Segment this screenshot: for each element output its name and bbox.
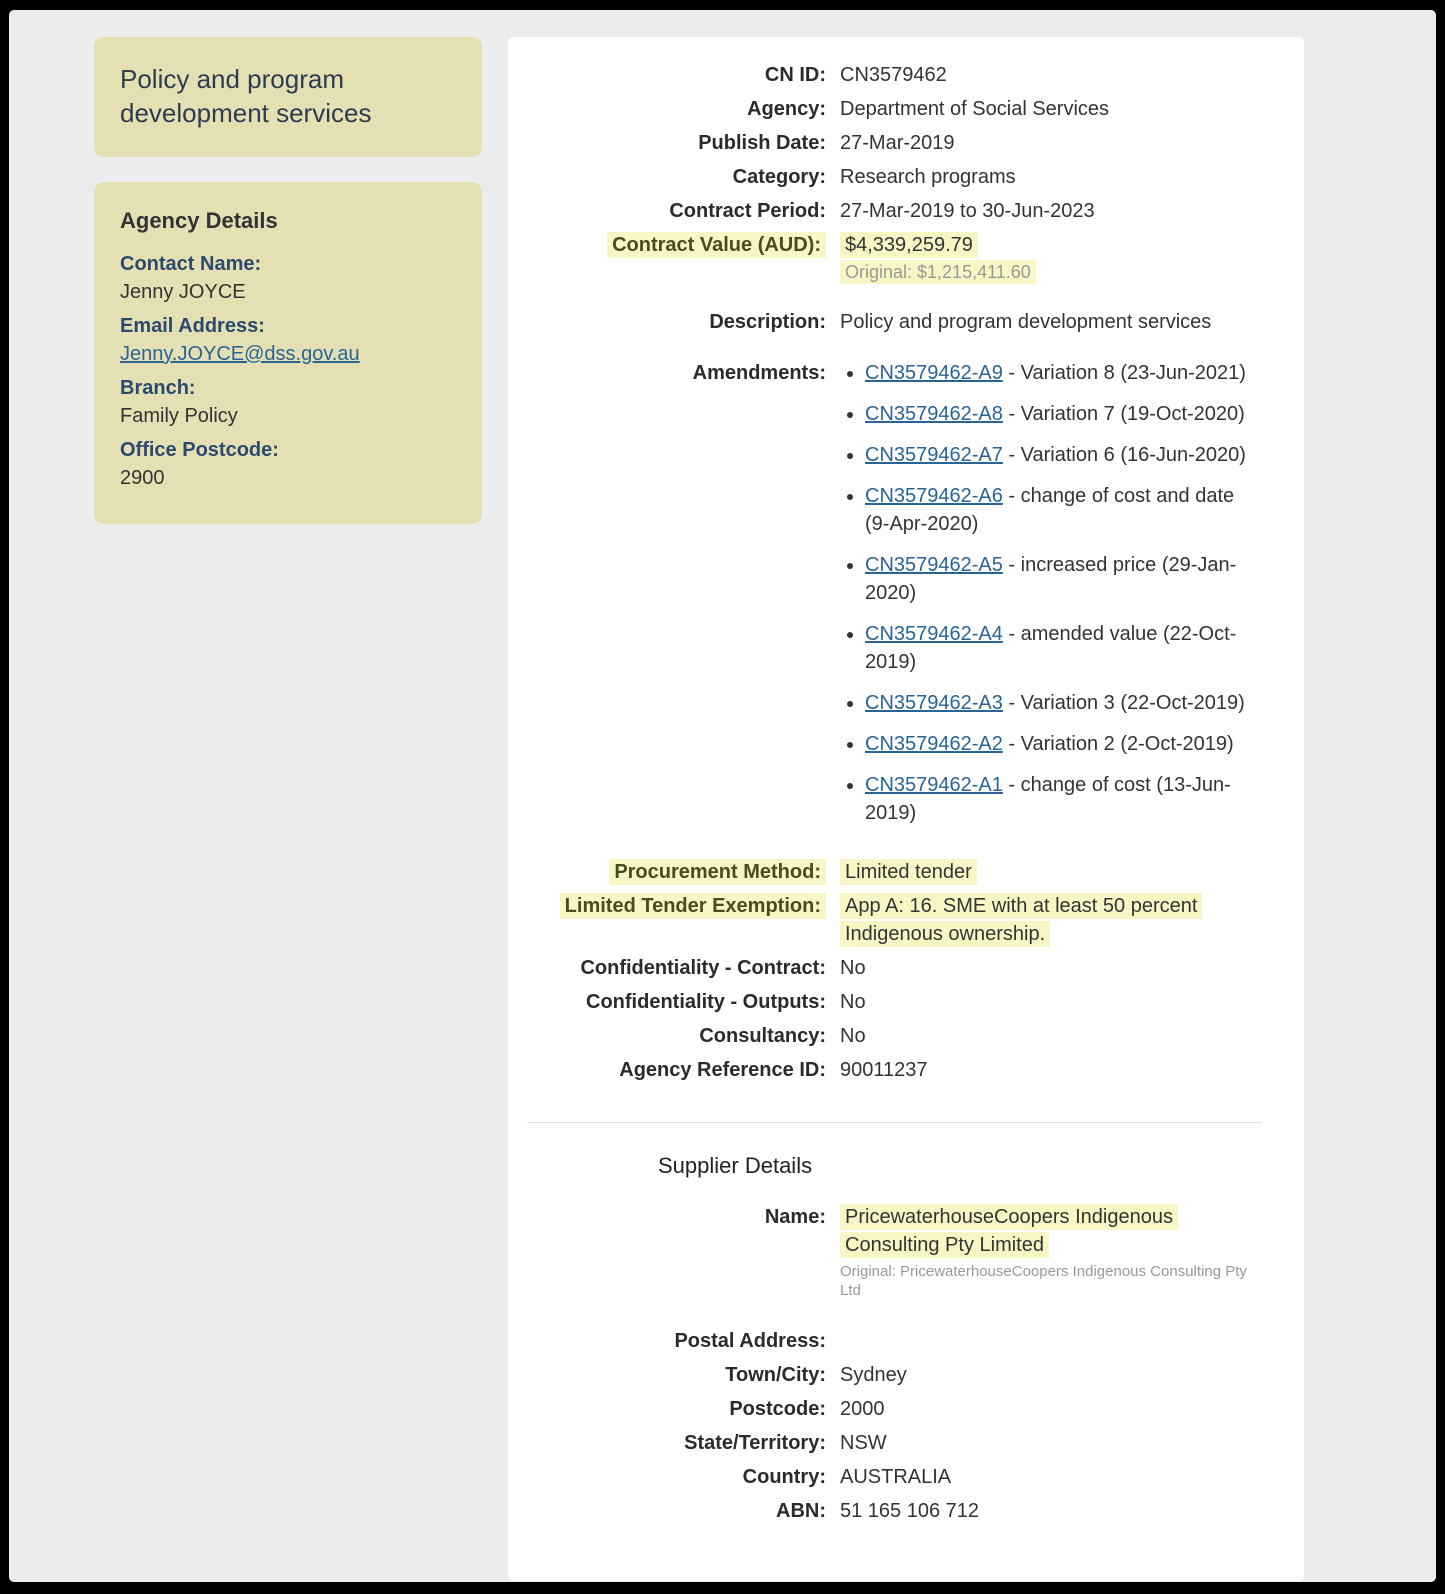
- confidentiality-outputs-row: [508, 988, 1304, 1016]
- country-label: Country:: [742, 1466, 826, 1488]
- category-label: Category:: [732, 166, 826, 188]
- amendment-text: - amended value (22-Oct-2019): [865, 623, 1237, 673]
- publish-date-row: [508, 129, 1304, 157]
- amendments-item: [865, 441, 1260, 469]
- supplier-name-row: [508, 1203, 1304, 1300]
- amendment-link[interactable]: CN3579462-A4: [865, 623, 1003, 645]
- postcode-row: [508, 1395, 1304, 1423]
- limited-tender-exemption-value: App A: 16. SME with at least 50 percent Indigenous ownership.: [840, 893, 1202, 947]
- confidentiality-contract-label: Confidentiality - Contract:: [580, 957, 826, 979]
- confidentiality-contract-row: [508, 954, 1304, 982]
- contract-value-label: Contract Value (AUD):: [607, 232, 826, 258]
- contact-name-value: Jenny JOYCE: [120, 281, 246, 303]
- amendment-text: - change of cost and date (9-Apr-2020): [865, 485, 1235, 535]
- amendments-list: [840, 359, 1270, 827]
- contract-value-original-note: Original: $1,215,411.60: [840, 260, 1036, 284]
- description-value: Policy and program development services: [840, 311, 1212, 333]
- page-title: Policy and program development services: [120, 64, 372, 128]
- contract-period-row: [508, 197, 1304, 225]
- amendment-link[interactable]: CN3579462-A7: [865, 444, 1003, 466]
- abn-label: ABN:: [776, 1500, 826, 1522]
- amendments-item: [865, 771, 1260, 827]
- confidentiality-outputs-value: No: [840, 991, 866, 1013]
- contact-name-label: Contact Name:: [120, 253, 262, 275]
- procurement-method-value: Limited tender: [840, 859, 977, 885]
- agency-reference-id-row: [508, 1056, 1304, 1084]
- supplier-name-label: Name:: [764, 1206, 826, 1228]
- procurement-method-label: Procurement Method:: [609, 859, 826, 885]
- amendment-link[interactable]: CN3579462-A1: [865, 774, 1003, 796]
- amendment-link[interactable]: CN3579462-A9: [865, 362, 1003, 384]
- amendment-text: - Variation 2 (2-Oct-2019): [1002, 733, 1234, 755]
- supplier-detail-rows: [508, 1203, 1304, 1525]
- state-territory-value: NSW: [840, 1432, 887, 1454]
- supplier-details-heading: Supplier Details: [658, 1153, 813, 1178]
- contract-value-row: [508, 231, 1304, 285]
- contract-period-label: Contract Period:: [669, 200, 826, 222]
- amendment-link[interactable]: CN3579462-A5: [865, 554, 1003, 576]
- agency-field-branch: [120, 374, 456, 430]
- agency-details-heading: Agency Details: [120, 208, 278, 233]
- category-value: Research programs: [840, 166, 1016, 188]
- agency-reference-id-label: Agency Reference ID:: [619, 1059, 826, 1081]
- amendments-item: [865, 400, 1260, 428]
- cn-id-value: CN3579462: [840, 64, 947, 86]
- abn-value: 51 165 106 712: [840, 1500, 980, 1522]
- supplier-name-value: PricewaterhouseCoopers Indigenous Consulting Pty Limited: [840, 1204, 1178, 1258]
- amendments-item: [865, 689, 1260, 717]
- email-address-label: Email Address:: [120, 315, 265, 337]
- amendment-text: - Variation 3 (22-Oct-2019): [1002, 692, 1245, 714]
- postal-address-label: Postal Address:: [674, 1330, 826, 1352]
- state-territory-label: State/Territory:: [684, 1432, 826, 1454]
- amendment-link[interactable]: CN3579462-A2: [865, 733, 1003, 755]
- confidentiality-contract-value: No: [840, 957, 866, 979]
- contract-period-value: 27-Mar-2019 to 30-Jun-2023: [840, 200, 1095, 222]
- category-row: [508, 163, 1304, 191]
- cn-id-label: CN ID:: [764, 64, 826, 86]
- office-postcode-value: 2900: [120, 467, 165, 489]
- contract-detail-rows: [508, 61, 1304, 1084]
- amendments-item: [865, 482, 1260, 538]
- postal-address-row: [508, 1327, 1304, 1355]
- agency-details-fields: [120, 250, 456, 492]
- agency-reference-id-value: 90011237: [840, 1059, 928, 1081]
- page-background: [9, 10, 1436, 1582]
- abn-row: [508, 1497, 1304, 1525]
- agency-label: Agency:: [747, 98, 826, 120]
- branch-value: Family Policy: [120, 405, 238, 427]
- office-postcode-label: Office Postcode:: [120, 439, 279, 461]
- limited-tender-exemption-row: [508, 892, 1304, 948]
- agency-field-email-address: [120, 312, 456, 368]
- agency-value: Department of Social Services: [840, 98, 1110, 120]
- agency-row: [508, 95, 1304, 123]
- amendment-text: - change of cost (13-Jun-2019): [865, 774, 1231, 824]
- amendments-item: [865, 620, 1260, 676]
- section-divider: [527, 1122, 1262, 1123]
- postcode-value: 2000: [840, 1398, 885, 1420]
- agency-field-contact-name: [120, 250, 456, 306]
- amendment-link[interactable]: CN3579462-A3: [865, 692, 1003, 714]
- amendments-row: [508, 359, 1304, 827]
- amendment-link[interactable]: CN3579462-A8: [865, 403, 1003, 425]
- publish-date-value: 27-Mar-2019: [840, 132, 955, 154]
- amendments-item: [865, 730, 1260, 758]
- limited-tender-exemption-label: Limited Tender Exemption:: [560, 893, 826, 919]
- consultancy-value: No: [840, 1025, 866, 1047]
- supplier-name-original-note: Original: PricewaterhouseCoopers Indigenous Consulting Pty Ltd: [840, 1263, 1247, 1299]
- publish-date-label: Publish Date:: [698, 132, 826, 154]
- amendment-text: - Variation 6 (16-Jun-2020): [1002, 444, 1246, 466]
- amendment-link[interactable]: CN3579462-A6: [865, 485, 1003, 507]
- cn-id-row: [508, 61, 1304, 89]
- email-address-link[interactable]: Jenny.JOYCE@dss.gov.au: [120, 343, 360, 365]
- town-city-row: [508, 1361, 1304, 1389]
- consultancy-label: Consultancy:: [699, 1025, 826, 1047]
- contract-notice-panel: [508, 37, 1304, 1581]
- amendment-text: - increased price (29-Jan-2020): [865, 554, 1237, 604]
- contract-title-card: [94, 37, 482, 157]
- amendment-text: - Variation 7 (19-Oct-2020): [1002, 403, 1245, 425]
- agency-field-office-postcode: [120, 436, 456, 492]
- state-territory-row: [508, 1429, 1304, 1457]
- confidentiality-outputs-label: Confidentiality - Outputs:: [586, 991, 826, 1013]
- amendments-item: [865, 551, 1260, 607]
- agency-details-card: [94, 182, 482, 524]
- amendments-item: [865, 359, 1260, 387]
- description-row: [508, 308, 1304, 336]
- postcode-label: Postcode:: [729, 1398, 826, 1420]
- amendment-text: - Variation 8 (23-Jun-2021): [1002, 362, 1246, 384]
- branch-label: Branch:: [120, 377, 196, 399]
- country-value: AUSTRALIA: [840, 1466, 952, 1488]
- country-row: [508, 1463, 1304, 1491]
- town-city-label: Town/City:: [725, 1364, 826, 1386]
- town-city-value: Sydney: [840, 1364, 907, 1386]
- consultancy-row: [508, 1022, 1304, 1050]
- amendments-label: Amendments:: [692, 362, 826, 384]
- procurement-method-row: [508, 858, 1304, 886]
- description-label: Description:: [709, 311, 826, 333]
- contract-value-value: $4,339,259.79: [840, 232, 978, 258]
